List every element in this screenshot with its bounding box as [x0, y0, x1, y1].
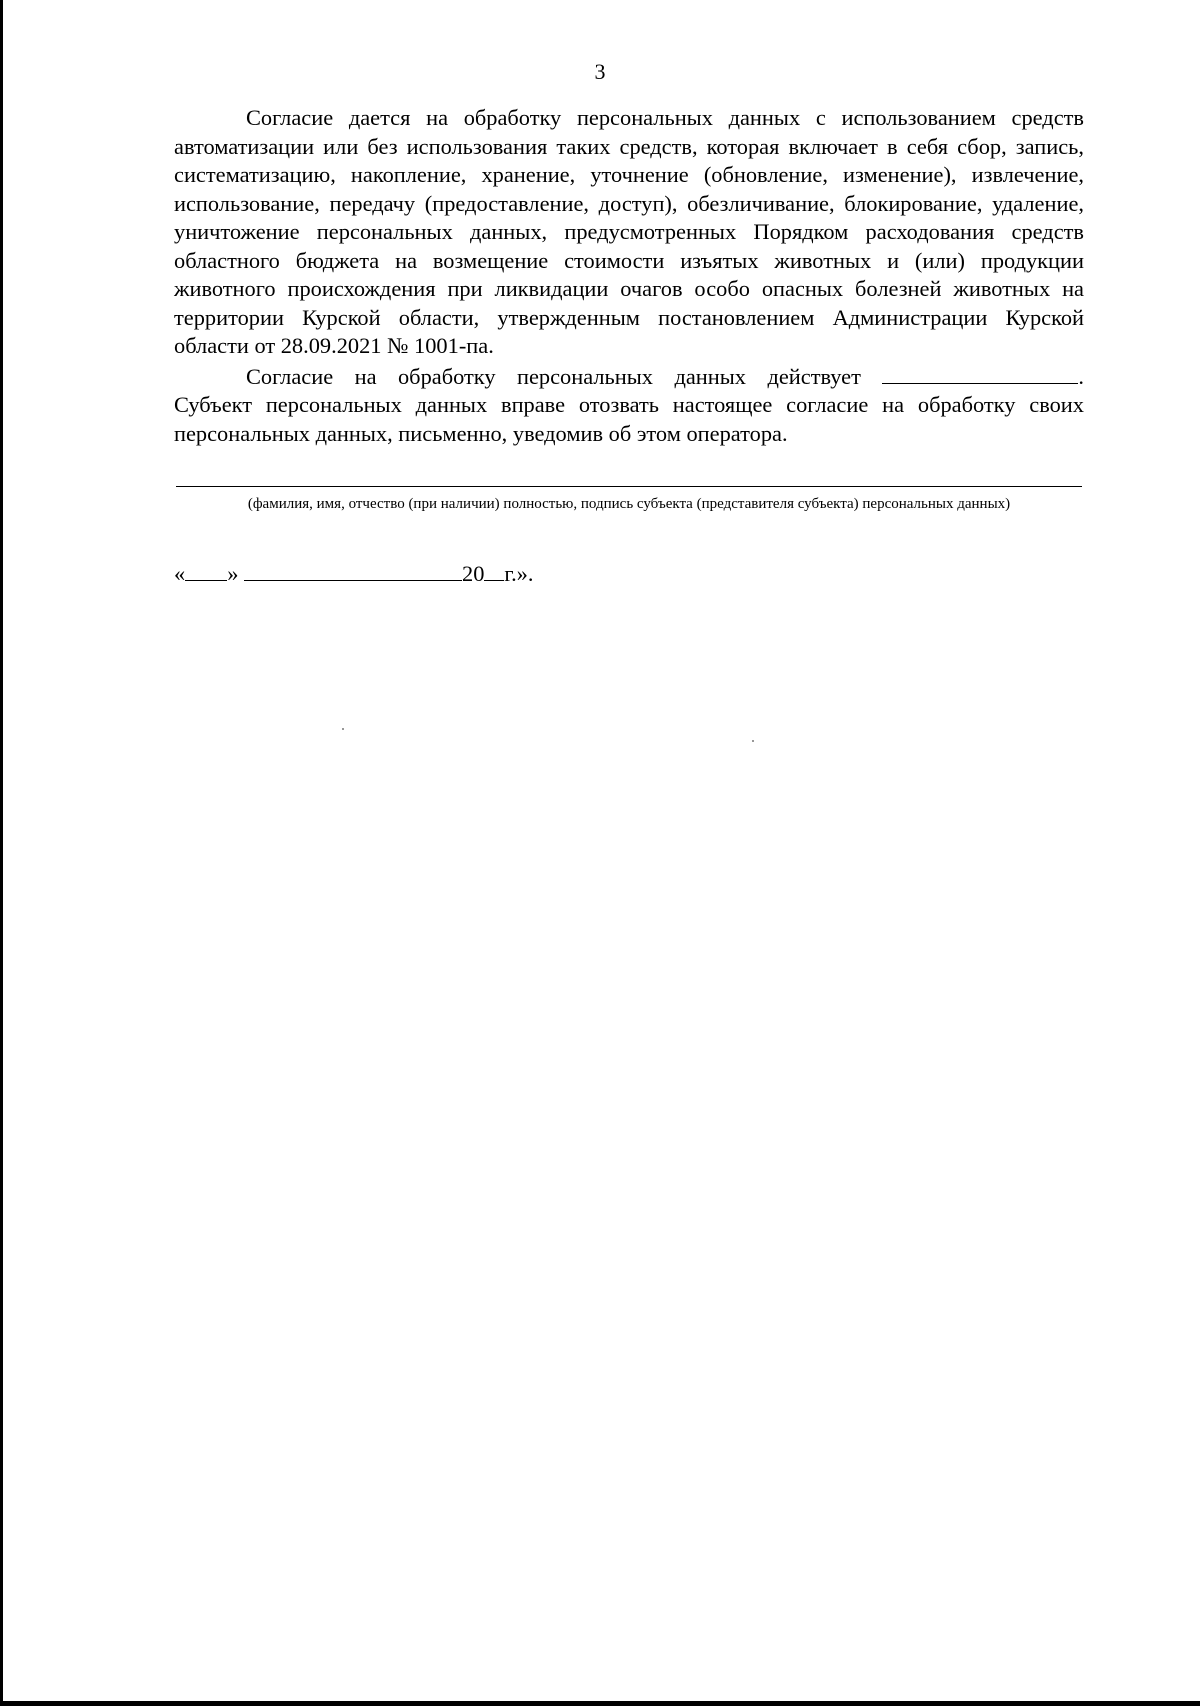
scan-speck — [752, 740, 754, 742]
consent-validity-period-end: . — [1078, 363, 1084, 389]
scan-edge-bottom — [0, 1701, 1200, 1706]
document-body — [174, 104, 1084, 448]
year-prefix: 20 — [462, 561, 485, 586]
paragraph-consent-scope: Согласие дается на обработку персональных данных с использованием средств автоматизации или без использования таких средств, которая включает в себя сбор, запись, систематизацию, накопление, хранение, уточнение (обновление, изменение), извлечение, использование, передачу (предоставление, доступ), обезличивание, блокирование, удаление, уничтожение персональных данных, предусмотренных Порядком расходования средств областного бюджета на возмещение стоимости изъятых животных и (или) продукции животного происхождения при ликвидации очагов особо опасных болезней животных на территории Курской области, утвержденным постановлением Администрации Курской области от 28.09.2021 № 1001-па. — [174, 105, 1084, 358]
year-suffix: г.». — [504, 561, 534, 586]
paragraph-consent-validity — [174, 361, 1084, 392]
scan-speck — [342, 728, 344, 730]
day-blank — [185, 560, 227, 581]
validity-period-blank — [882, 361, 1078, 384]
year-blank — [484, 560, 504, 581]
signature-caption: (фамилия, имя, отчество (при наличии) полностью, подпись субъекта (представителя субъекта) персональных данных) — [247, 496, 1011, 512]
consent-validity-text: Согласие на обработку персональных данных действует — [246, 363, 861, 389]
month-blank — [244, 560, 462, 581]
paragraph-consent-withdrawal: Субъект персональных данных вправе отозвать настоящее согласие на обработку своих персональных данных, письменно, уведомив об этом оператора. — [174, 392, 1084, 446]
scan-edge-left — [0, 0, 3, 1706]
date-field — [174, 560, 533, 588]
date-close-quote: » — [227, 561, 239, 586]
signature-line — [176, 486, 1082, 487]
page-number: 3 — [594, 59, 606, 84]
date-open-quote: « — [174, 561, 186, 586]
